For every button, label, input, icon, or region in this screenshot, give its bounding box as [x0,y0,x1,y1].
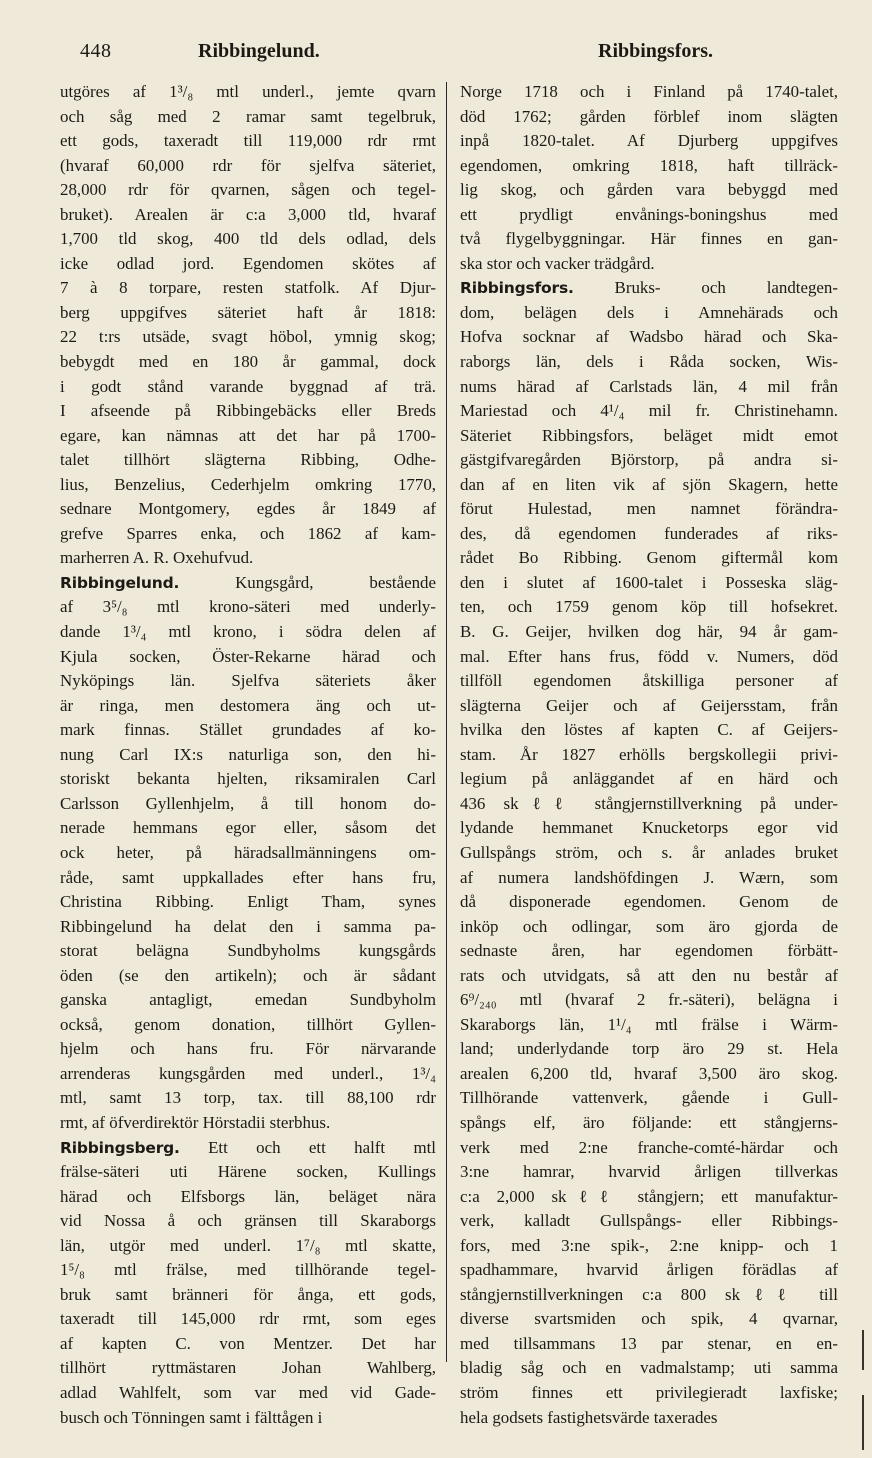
text-line: är ringa, men destomera äng och ut- [60,695,436,715]
text-line: Kjula socken, Öster-Rekarne härad och [60,646,436,666]
text-line: rådet Bo Ribbing. Genom giftermål kom [460,548,838,568]
page-edge-mark [862,1330,864,1370]
text-line: inpå 1820-talet. Af Djurberg uppgifves [460,131,838,151]
text-line: Norge 1718 och i Finland på 1740-talet, [460,82,838,101]
text-line: egendomen, omkring 1818, haft tillräck- [460,155,838,175]
text-line: Hofva socknar af Wadsbo härad och Ska- [460,327,838,347]
text-line: stångjernstillverkningen c:a 800 skℓℓ till [460,1284,838,1304]
entry-text: Ett och ett halft mtl [179,1137,436,1157]
text-line: hjelm och hans fru. För närvarande [60,1039,436,1059]
text-line: af 3⁵/₈ mtl krono-säteri med underly- [60,597,436,617]
text-line: rats och utvidgats, så att den nu består af [460,965,838,985]
text-line: ett gods, taxeradt till 119,000 rdr rmt [60,131,436,151]
text-line: af numera landshöfdingen J. Wærn, som [460,867,838,887]
text-line: arealen 6,200 tld, hvaraf 3,500 äro skog. [460,1063,838,1083]
text-line: hvilka den löstes af kapten C. af Geijers- [460,720,838,740]
text-line: Säteriet Ribbingsfors, beläget midt emot [460,425,838,445]
text-line: land; underlydande torp äro 29 st. Hela [460,1039,838,1059]
text-line: sednaste åren, har egendomen förbätt- [460,941,838,961]
text-line: dom, belägen dels i Amnehärads och [460,302,838,322]
text-line: raborgs län, dels i Råda socken, Wis- [460,352,838,372]
right-column [460,80,838,1430]
right-running-title: Ribbingsfors. [598,40,714,62]
text-line: Skaraborgs län, 1¹/₄ mtl frälse i Wärm- [460,1014,838,1034]
text-line: fors, med 3:ne spik-, 2:ne knipp- och 1 [460,1235,838,1255]
text-line: ten, och 1759 genom köp till hofsekret. [460,597,838,617]
text-line: den i slutet af 1600-talet i Posseska släg- [460,572,838,592]
entry-title: Ribbingelund. [60,573,180,592]
text-line: 7 à 8 torpare, resten statfolk. Af Djur- [60,278,436,298]
text-line: grefve Sparres enka, och 1862 af kam- [60,523,436,543]
text-line: Tillhörande vattenverk, gående i Gull- [460,1088,838,1108]
text-line: legium på anläggandet af en härd och [460,769,838,789]
text-line: förut Hulestad, men namnet förändra- [460,499,838,519]
text-line: ström finnes ett privilegieradt laxfiske; [460,1382,838,1402]
text-line: nung Carl IX:s naturliga son, den hi- [60,744,436,764]
text-line: lydande hemmanet Knucketorps egor vid [460,818,838,838]
text-line: med tillsammans 13 par stenar, en en- [460,1333,838,1353]
text-line: hela godsets fastighetsvärde taxerades [460,1407,718,1427]
text-line: sednare Montgomery, egdes år 1849 af [60,499,436,519]
text-line: ock heter, på häradsallmänningens om- [60,842,436,862]
text-line: mark finnas. Stället grundades af ko- [60,720,436,740]
page-edge-mark [862,1395,864,1450]
page-number: 448 [80,40,112,62]
text-line: des, då egendomen funderades af riks- [460,523,838,543]
text-line: Carlsson Gyllenhjelm, å till honom do- [60,793,436,813]
text-line: af kapten C. von Mentzer. Det har [60,1333,436,1353]
text-line: busch och Tönningen samt i fälttågen i [60,1407,323,1427]
text-line: verk, kalladt Gullspångs- eller Ribbings- [460,1211,838,1231]
text-line: taxeradt till 145,000 rdr rmt, som eges [60,1309,436,1329]
text-line: råde, samt uppkallades efter hans fru, [60,867,436,887]
text-line: dande 1³/₄ mtl krono, i södra delen af [60,622,436,642]
column-divider [446,82,447,1362]
text-line: talet tillhört slägterna Ribbing, Odhe- [60,450,436,470]
text-line: egare, kan nämnas att det har på 1700- [60,425,436,445]
text-line: spångs elf, äro följande: ett stångjerns- [460,1112,838,1132]
entry-text: Bruks- och landtegen- [573,278,838,298]
text-line: I afseende på Ribbingebäcks eller Breds [60,401,436,421]
text-line: Gullspångs ström, och s. år anlades bruket [460,842,838,862]
text-line: 28,000 rdr för qvarnen, sågen och tegel- [60,180,436,200]
running-header [60,40,830,64]
text-line: också, genom donation, tillhört Gyllen- [60,1014,436,1034]
text-line: 1⁵/₈ mtl frälse, med tillhörande tegel- [60,1260,436,1280]
text-line: 3:ne hamrar, hvarvid årligen tillverkas [460,1162,838,1182]
text-line: mal. Efter hans frus, född v. Numers, död [460,646,838,666]
text-line: adlad Wahlfelt, som var med vid Gade- [60,1382,436,1402]
text-line: ska stor och vacker trädgård. [460,253,655,273]
text-line: arrenderas kungsgården med underl., 1³/₄ [60,1063,436,1083]
text-line: icke odlad jord. Egendomen skötes af [60,253,436,273]
text-line: bruket). Arealen är c:a 3,000 tld, hvaraf [60,204,436,224]
entry-first-line [60,1136,436,1161]
entry-first-line [460,276,838,301]
text-line: bladig såg och en vadmalstamp; uti samma [460,1358,838,1378]
entry-text: Kungsgård, bestående [179,572,436,592]
text-line: rmt, af öfverdirektör Hörstadii sterbhus. [60,1112,331,1132]
text-line: nums härad af Carlstads län, 4 mil från [460,376,838,396]
text-line: lius, Benzelius, Cederhjelm omkring 1770, [60,474,436,494]
text-line: stam. År 1827 erhölls bergskollegii privi- [460,744,838,764]
left-running-title: Ribbingelund. [198,40,320,62]
text-line: 22 t:rs utsäde, svagt höbol, ymnig skog; [60,327,436,347]
text-line: B. G. Geijer, hvilken dog här, 94 år gam- [460,622,838,642]
text-line: bebygdt med en 180 år gammal, dock [60,352,436,372]
text-line: och såg med 2 ramar samt tegelbruk, [60,106,436,126]
text-line: 1,700 tld skog, 400 tld dels odlad, dels [60,229,436,249]
text-line: död 1762; gården förblef inom slägten [460,106,838,126]
text-line: inköp och odlingar, som äro gjorda de [460,916,838,936]
text-line: 6⁹/₂₄₀ mtl (hvaraf 2 fr.-säteri), belägna i [460,990,838,1010]
text-line: (hvaraf 60,000 rdr för sjelfva säteriet, [60,155,436,175]
text-line: ett prydligt envånings-boningshus med [460,204,838,224]
text-line: verk med 2:ne franche-comté-härdar och [460,1137,838,1157]
text-line: nerade hemmans egor eller, såsom det [60,818,436,838]
text-line: ganska antagligt, emedan Sundbyholm [60,990,436,1010]
text-line: vid Nossa å och gränsen till Skaraborgs [60,1211,436,1231]
text-line: utgöres af 1³/₈ mtl underl., jemte qvarn [60,82,436,101]
text-line: i godt stånd varande byggnad af trä. [60,376,436,396]
text-line: län, utgör med underl. 1⁷/₈ mtl skatte, [60,1235,436,1255]
text-line: två flygelbyggningar. Här finnes en gan- [460,229,838,249]
text-line: spadhammare, hvarvid årligen förädlas af [460,1260,838,1280]
left-column [60,80,436,1430]
text-line: öden (se den artikeln); och är sådant [60,965,436,985]
text-line: lig skog, och gården vara bebyggd med [460,180,838,200]
text-line: c:a 2,000 skℓℓ stångjern; ett manufaktur- [460,1186,838,1206]
text-line: mtl, samt 13 torp, tax. till 88,100 rdr [60,1088,436,1108]
text-line: tillföll egendomen åtskilliga personer af [460,671,838,691]
text-line: härad och Elfsborgs län, beläget nära [60,1186,436,1206]
text-line: tillhört ryttmästaren Johan Wahlberg, [60,1358,436,1378]
entry-title: Ribbingsberg. [60,1138,180,1157]
text-line: 436 skℓℓ stångjernstillverkning på under- [460,793,838,813]
text-line: bruk samt bränneri för ånga, ett gods, [60,1284,436,1304]
text-line: marherren A. R. Oxehufvud. [60,548,254,568]
entry-first-line [60,571,436,596]
text-line: Mariestad och 4¹/₄ mil fr. Christinehamn. [460,401,838,421]
text-line: frälse-säteri uti Härene socken, Kullings [60,1162,436,1182]
text-line: Nyköpings län. Sjelfva säteriets åker [60,671,436,691]
text-line: Christina Ribbing. Enligt Tham, synes [60,892,436,912]
entry-title: Ribbingsfors. [460,279,574,298]
text-line: slägterna Geijer och af Geijersstam, från [460,695,838,715]
text-line: gästgifvaregården Björstorp, på andra si- [460,450,838,470]
text-line: Ribbingelund ha delat den i samma pa- [60,916,436,936]
text-line: storiskt bekanta hjelten, riksamiralen Carl [60,769,436,789]
text-line: dan af en liten vik af sjön Skagern, hette [460,474,838,494]
text-line: storat belägna Sundbyholms kungsgårds [60,941,436,961]
text-line: då disponerade egendomen. Genom de [460,892,838,912]
text-line: berg uppgifves säteriet haft år 1818: [60,302,436,322]
text-line: diverse svartsmiden och spik, 4 qvarnar, [460,1309,838,1329]
